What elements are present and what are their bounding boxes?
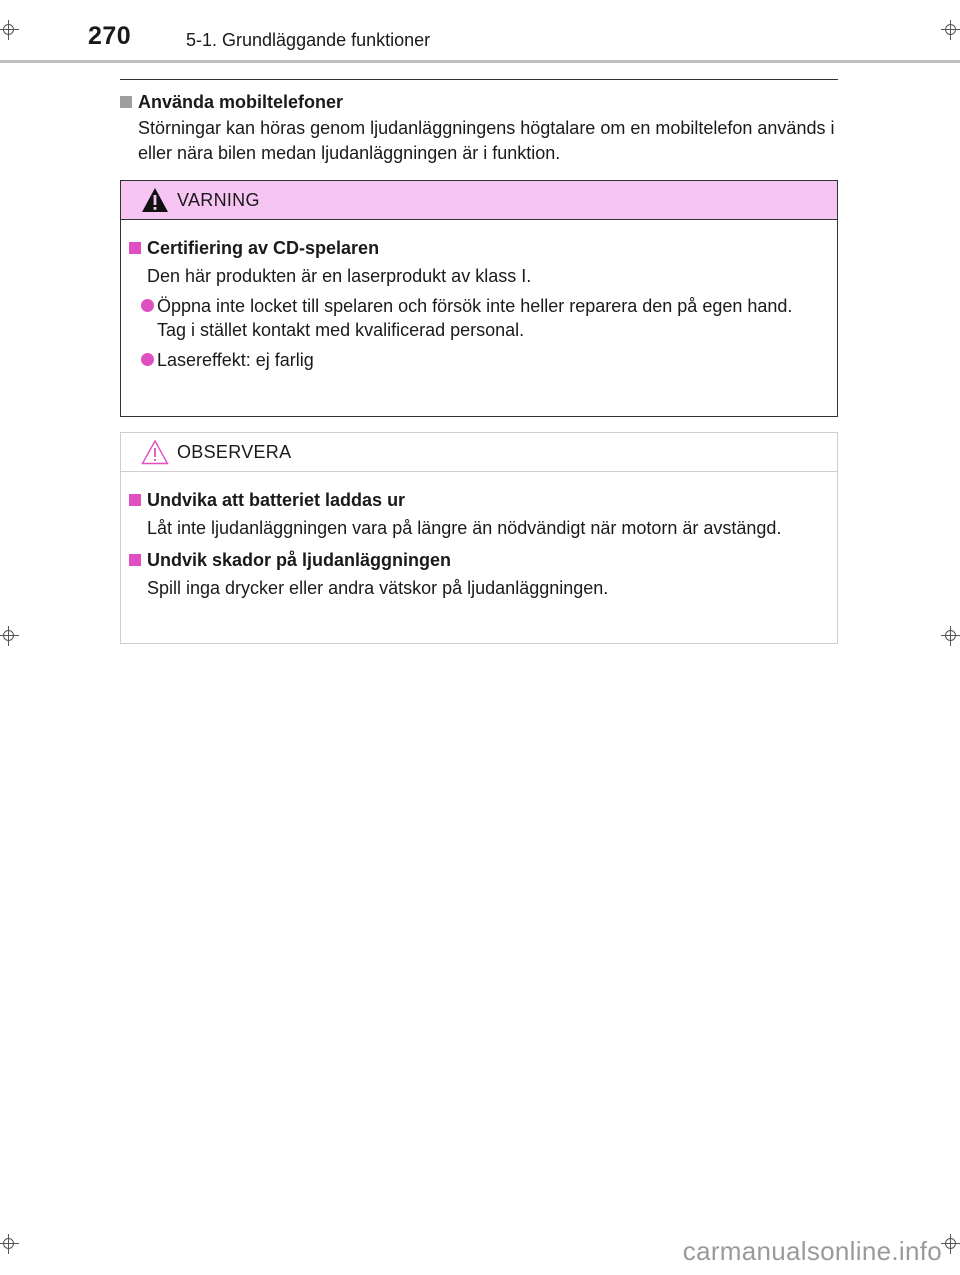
caution-triangle-icon: [141, 439, 169, 465]
bullet-dot-icon: [141, 299, 154, 312]
crop-mark-icon: [0, 1234, 19, 1254]
caution-label: OBSERVERA: [177, 442, 292, 462]
item-heading: Undvika att batteriet laddas ur: [129, 488, 829, 512]
item-text: Låt inte ljudanläggningen vara på längre än nödvändigt när motorn är avstängd.: [147, 518, 782, 538]
chapter-title: 5-1. Grundläggande funktioner: [186, 30, 431, 50]
warning-label: VARNING: [177, 190, 260, 210]
bullet-dot-icon: [141, 353, 154, 366]
crop-mark-icon: [941, 1234, 960, 1254]
crop-mark-icon: [941, 626, 960, 646]
warning-body: [121, 220, 837, 372]
caution-box: [120, 432, 838, 644]
item-text: Spill inga drycker eller andra vätskor på ljudanläggningen.: [147, 578, 609, 598]
section-mobile-phones: [120, 90, 838, 166]
item-heading: Undvik skador på ljudanläggningen: [129, 548, 829, 572]
item-text: Den här produkten är en laserprodukt av klass I.: [147, 266, 532, 286]
square-bullet-icon: [129, 494, 141, 506]
caution-header: [121, 433, 837, 472]
warning-triangle-icon: [141, 187, 169, 213]
section-heading: Använda mobiltelefoner: [120, 90, 838, 114]
square-bullet-icon: [129, 242, 141, 254]
crop-mark-icon: [0, 20, 19, 40]
section-rule: [120, 79, 838, 80]
page-number: 270: [88, 22, 132, 50]
square-bullet-icon: [129, 554, 141, 566]
square-bullet-icon: [120, 96, 132, 108]
crop-mark-icon: [941, 20, 960, 40]
header-rule: [0, 60, 960, 63]
watermark: carmanualsonline.info: [682, 1236, 942, 1266]
item-heading: Certifiering av CD-spelaren: [129, 236, 829, 260]
list-item: Öppna inte locket till spelaren och försök inte heller reparera den på egen hand. Tag i stället kontakt med kvalificerad personal.: [129, 294, 829, 342]
warning-header: [121, 181, 837, 220]
section-body: Störningar kan höras genom ljudanläggningens högtalare om en mobiltelefon används i eller nära bilen medan ljudanläggningen är i funktion.: [138, 118, 835, 163]
caution-body: [121, 472, 837, 600]
crop-mark-icon: [0, 626, 19, 646]
list-item: Lasereffekt: ej farlig: [129, 348, 829, 372]
warning-box: [120, 180, 838, 417]
